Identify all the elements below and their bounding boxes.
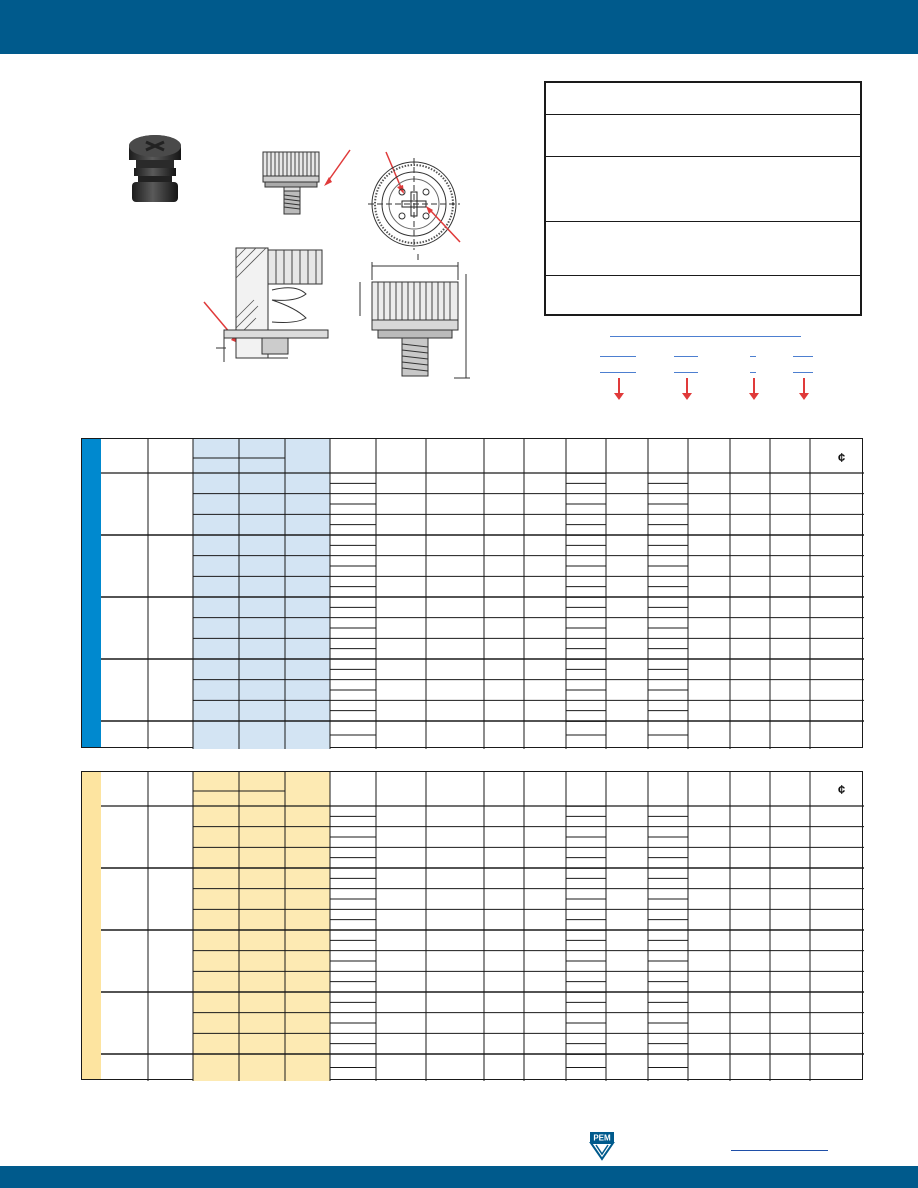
pem-logo — [588, 1131, 618, 1161]
footer-bar — [0, 1166, 918, 1188]
arrow-down-icon — [753, 378, 755, 394]
cent-sign-icon: ¢ — [838, 782, 846, 797]
arrow-down-icon — [686, 378, 688, 394]
part-number-bracket — [610, 336, 801, 337]
shaded-columns — [193, 772, 330, 1081]
top-view-drawing — [364, 150, 464, 260]
metric-table-grid — [82, 772, 864, 1081]
part-number-segment — [600, 356, 636, 357]
part-number-segment — [674, 372, 698, 373]
side-view-drawing — [258, 146, 368, 218]
product-photo — [124, 128, 186, 210]
website-link[interactable] — [731, 1150, 828, 1151]
header-bar — [0, 0, 918, 54]
metric-data-table — [81, 771, 863, 1080]
inch-data-table — [81, 438, 863, 748]
arrow-down-icon — [618, 378, 620, 394]
part-number-segment — [750, 356, 756, 357]
inch-table-grid — [82, 439, 864, 749]
dimension-view-drawing — [354, 260, 474, 380]
part-number-segment — [793, 372, 813, 373]
specification-box — [544, 81, 862, 316]
arrow-down-icon — [803, 378, 805, 394]
cent-sign-icon: ¢ — [838, 450, 846, 465]
section-view-drawing — [196, 238, 336, 368]
svg-text:PEM: PEM — [593, 1133, 611, 1143]
shaded-columns — [193, 439, 330, 749]
divider — [546, 275, 860, 276]
divider — [546, 156, 860, 157]
divider — [546, 221, 860, 222]
part-number-segment — [750, 372, 756, 373]
divider — [546, 114, 860, 115]
part-number-segment — [674, 356, 698, 357]
part-number-segment — [600, 372, 636, 373]
part-number-segment — [793, 356, 813, 357]
